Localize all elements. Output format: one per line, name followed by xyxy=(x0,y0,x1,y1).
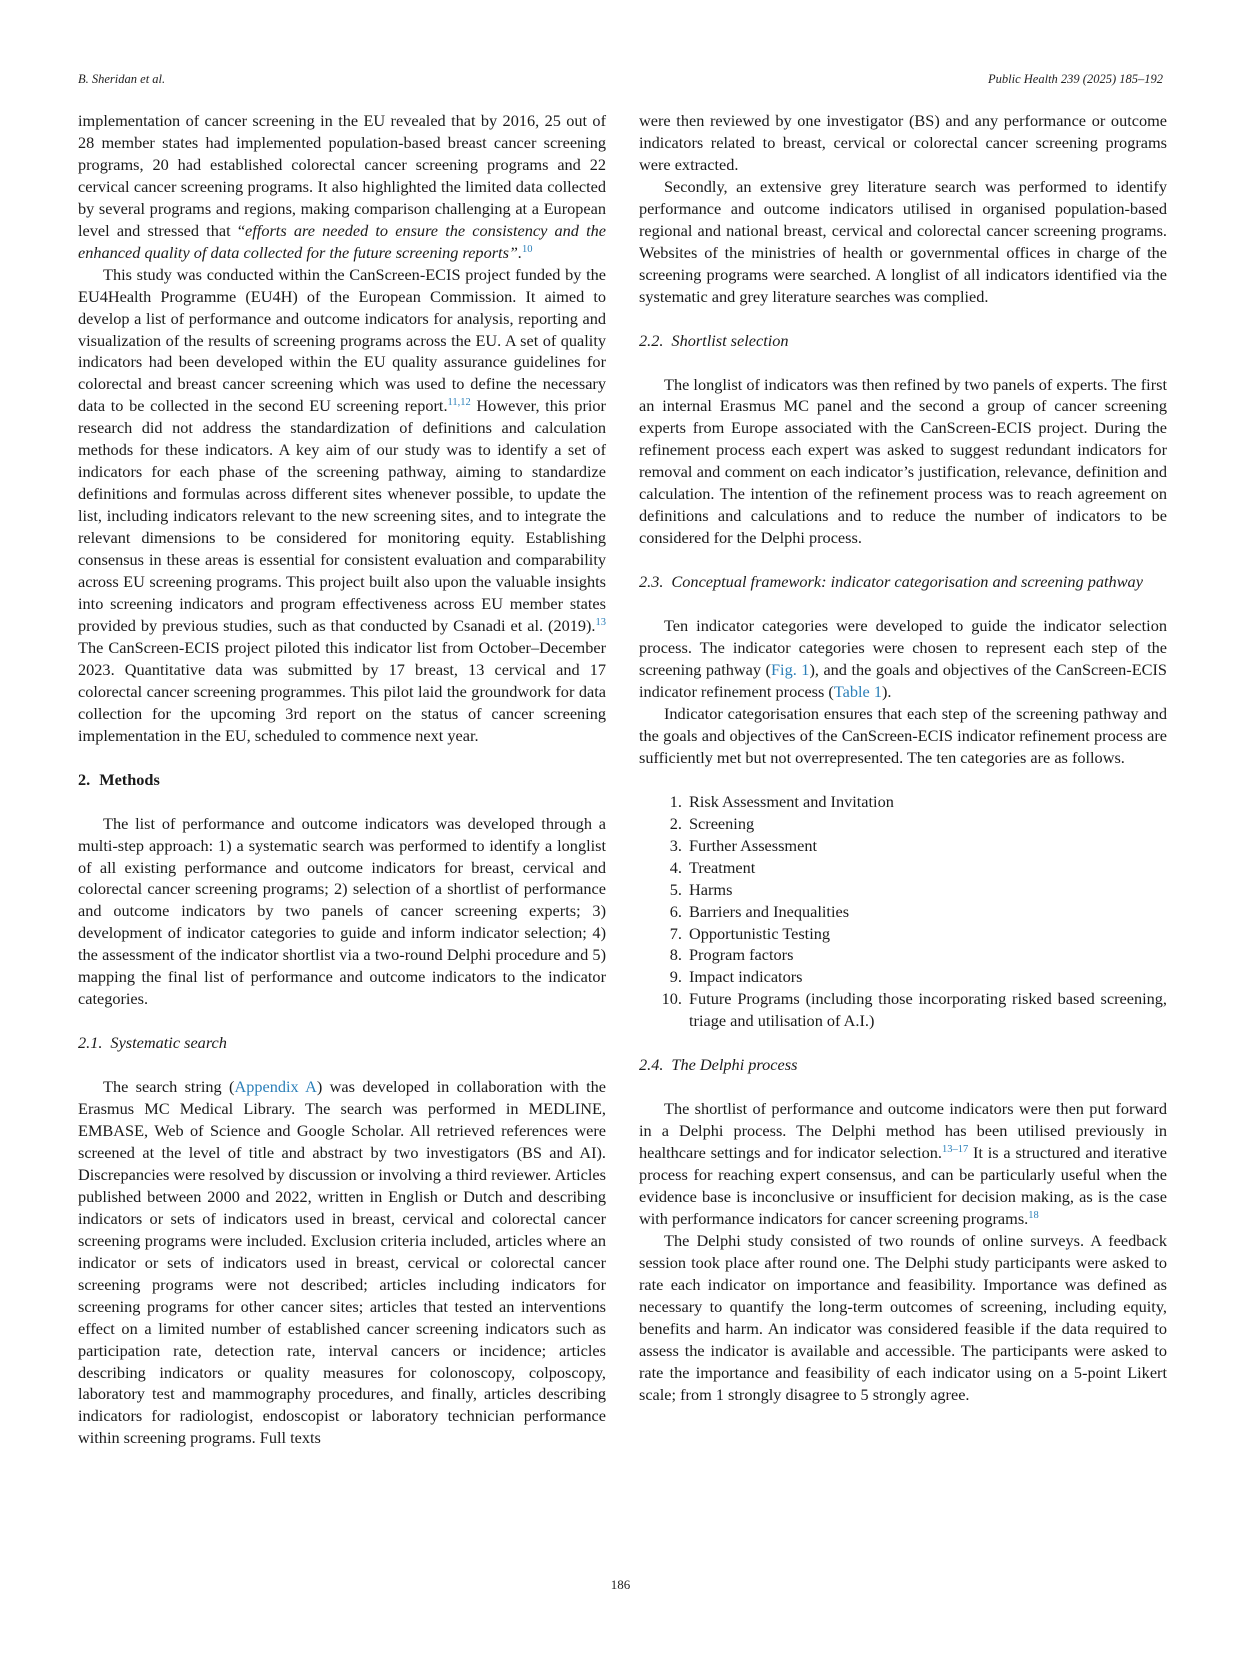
list-item: 4. Treatment xyxy=(669,857,756,877)
left-column xyxy=(78,110,606,1449)
subsection-heading-delphi: 2.4. The Delphi process xyxy=(639,1055,798,1075)
appendix-link[interactable]: Appendix A xyxy=(234,1077,317,1097)
paragraph-shortlist: The longlist of indicators was then refined by two panels of experts. The first an internal Erasmus MC panel and the second a group of cancer screening experts from Europe associated with the CanScreen-ECIS project. During the refinement process each expert was asked to suggest redundant indicators for removal and comment on each indicator’s justification, relevance, definition and calculation. The intention of the refinement process was to reach agreement on definitions and calculations and to reduce the number of indicators to be considered for the Delphi process. xyxy=(639,374,1167,548)
running-header-authors: B. Sheridan et al. xyxy=(78,72,166,86)
paragraph-search-strategy: The search string (Appendix A) was developed in collaboration with the Erasmus MC Medical Library. The search was performed in MEDLINE, EMBASE, Web of Science and Google Scholar. All retrieved references were screened at the level of title and abstract by two investigators (BS and AI). Discrepancies were resolved by discussion or involving a third reviewer. Articles published between 2000 and 2022, written in English or Dutch and describing indicators or sets of indicators used in breast, cervical and colorectal cancer screening programs were included. Exclusion criteria included, articles where an indicator or sets of indicators used in breast, cervical or colorectal cancer screening programs were not described; articles including indicators for screening programs for other cancer sites; articles that tested an interventions effect on a limited number of established cancer screening indicators such as participation rate, detection rate, interval cancers or incidence; articles describing indicators or quality measures for colonoscopy, colposcopy, laboratory test and mammography procedures, and finally, articles describing indicators for radiologist, endoscopist or laboratory technician performance within screening programs. Full texts xyxy=(78,1077,607,1448)
subsection-heading-systematic-search: 2.1. Systematic search xyxy=(78,1033,227,1053)
citation-link[interactable]: 10 xyxy=(522,243,533,255)
paragraph-methods-overview: The list of performance and outcome indicators was developed through a multi-step approach: 1) a systematic search was performed to identify a longlist of all existing performance and outcome indicators for breast, cervical and colorectal cancer screening programs; 2) selection of a shortlist of performance and outcome indicators by two panels of cancer screening experts; 3) development of indicator categories to guide and inform indicator selection; 4) the assessment of the indicator shortlist via a two-round Delphi procedure and 5) mapping the final list of performance and outcome indicators to the indicator categories. xyxy=(78,813,606,1009)
list-item: 3. Further Assessment xyxy=(669,835,817,855)
paragraph-categories-intro: Ten indicator categories were developed to guide the indicator selection process. The indicator categories were chosen to represent each step of the screening pathway (Fig. 1), and the goals and objectives of the CanScreen-ECIS indicator refinement process (Table 1). xyxy=(639,616,1167,701)
indicator-category-list xyxy=(639,791,1167,1032)
subsection-heading-shortlist: 2.2. Shortlist selection xyxy=(639,330,789,350)
running-header-journal: Public Health 239 (2025) 185–192 xyxy=(988,72,1163,86)
paragraph-intro-continued: implementation of cancer screening in the EU revealed that by 2016, 25 out of 28 member states had implemented population-based breast cancer screening programs, 20 had established colorectal cancer screening programs and 22 cervical cancer screening programs. It also highlighted the limited data collected by several programs and regions, making comparison challenging at a European level and stressed that “efforts are needed to ensure the consistency and the enhanced quality of data collected for the future screening reports”.$^{10}$ xyxy=(78,111,606,262)
right-column xyxy=(639,110,1167,1406)
list-item: 2. Screening xyxy=(669,813,755,833)
paragraph-delphi-method: The shortlist of performance and outcome indicators were then put forward in a Delphi process. The Delphi method has been utilised previously in healthcare settings and for indicator selection.$^{13-17}$ It is a structured and iterative process for reaching expert consensus, and can be particularly useful when the evidence base is inconclusive or insufficient for decision making, as is the case with performance indicators for cancer screening programs.$^{18}$ xyxy=(639,1099,1167,1228)
page-number: 186 xyxy=(610,1577,631,1592)
list-item: 10. Future Programs (including those incorporating risked based screening, triage and utilisation of A.I.) xyxy=(661,989,1167,1031)
quoted-text: efforts are needed to ensure the consistency and the enhanced quality of data collected for the future screening reports xyxy=(78,220,606,262)
citation-link[interactable]: 13–17 xyxy=(941,1144,969,1156)
citation-link[interactable]: 18 xyxy=(1028,1209,1039,1221)
subsection-heading-framework: 2.3. Conceptual framework: indicator categorisation and screening pathway xyxy=(639,572,1143,592)
list-item: 9. Impact indicators xyxy=(669,967,803,987)
section-heading-methods: 2. Methods xyxy=(78,769,160,789)
paragraph-study-aim: This study was conducted within the CanScreen-ECIS project funded by the EU4Health Programme (EU4H) of the European Commission. It aimed to develop a list of performance and outcome indicators for analysis, reporting and visualization of the results of screening programs across the EU. A set of quality indicators had been developed within the EU quality assurance guidelines for colorectal and breast cancer screening which was used to define the necessary data to be collected in the second EU screening report.$^{11,12}$ However, this prior research did not address the standardization of definitions and calculation methods for these indicators. A key aim of our study was to identify a set of indicators for each phase of the screening pathway, aiming to standardize definitions and formulas across different sites whenever possible, to update the list, including indicators relevant to the new screening sites, and to integrate the relevant dimensions to be considered for monitoring equity. Establishing consensus in these areas is essential for consistent evaluation and comparability across EU screening programs. This project built also upon the valuable insights into screening indicators and program effectiveness across EU member states provided by previous studies, such as that conducted by Csanadi et al. (2019).$^{13}$ The CanScreen-ECIS project piloted this indicator list from October–December 2023. Quantitative data was submitted by 17 breast, 13 cervical and 17 colorectal cancer screening programmes. This pilot laid the groundwork for data collection for the upcoming 3rd report on the status of cancer screening implementation in the EU, scheduled to commence next year. xyxy=(78,264,606,745)
paragraph-categorisation: Indicator categorisation ensures that each step of the screening pathway and the goals and objectives of the CanScreen-ECIS indicator refinement process are sufficiently met but not overrepresented. The ten categories are as follows. xyxy=(639,703,1167,767)
paragraph-grey-literature: Secondly, an extensive grey literature search was performed to identify performance and outcome indicators utilised in organised population-based regional and national breast, cervical and colorectal cancer screening programs. Websites of the ministries of health or governmental offices in charge of the screening programs were searched. A longlist of all indicators identified via the systematic and grey literature searches was complied. xyxy=(639,176,1167,306)
list-item: 5. Harms xyxy=(669,879,733,899)
list-item: 6. Barriers and Inequalities xyxy=(669,901,850,921)
list-item: 7. Opportunistic Testing xyxy=(669,923,831,943)
paragraph-full-text-review: were then reviewed by one investigator (BS) and any performance or outcome indicators related to breast, cervical or colorectal cancer screening programs were extracted. xyxy=(639,111,1167,174)
figure-link[interactable]: Fig. 1 xyxy=(770,660,810,680)
citation-link[interactable]: 13 xyxy=(595,616,606,628)
paragraph-delphi-study: The Delphi study consisted of two rounds of online surveys. A feedback session took place after round one. The Delphi study participants were asked to rate each indicator on importance and feasibility. Importance was defined as necessary to quantify the long-term outcomes of screening, including equity, benefits and harm. An indicator was considered feasible if the data required to assess the indicator is available and accessible. The participants were asked to rate the importance and feasibility of each indicator using on a 5-point Likert scale; from 1 strongly disagree to 5 strongly agree. xyxy=(639,1230,1167,1404)
citation-link[interactable]: 11,12 xyxy=(447,397,471,409)
list-item: 8. Program factors xyxy=(669,945,794,965)
list-item: 1. Risk Assessment and Invitation xyxy=(669,791,894,811)
table-link[interactable]: Table 1 xyxy=(833,681,882,701)
